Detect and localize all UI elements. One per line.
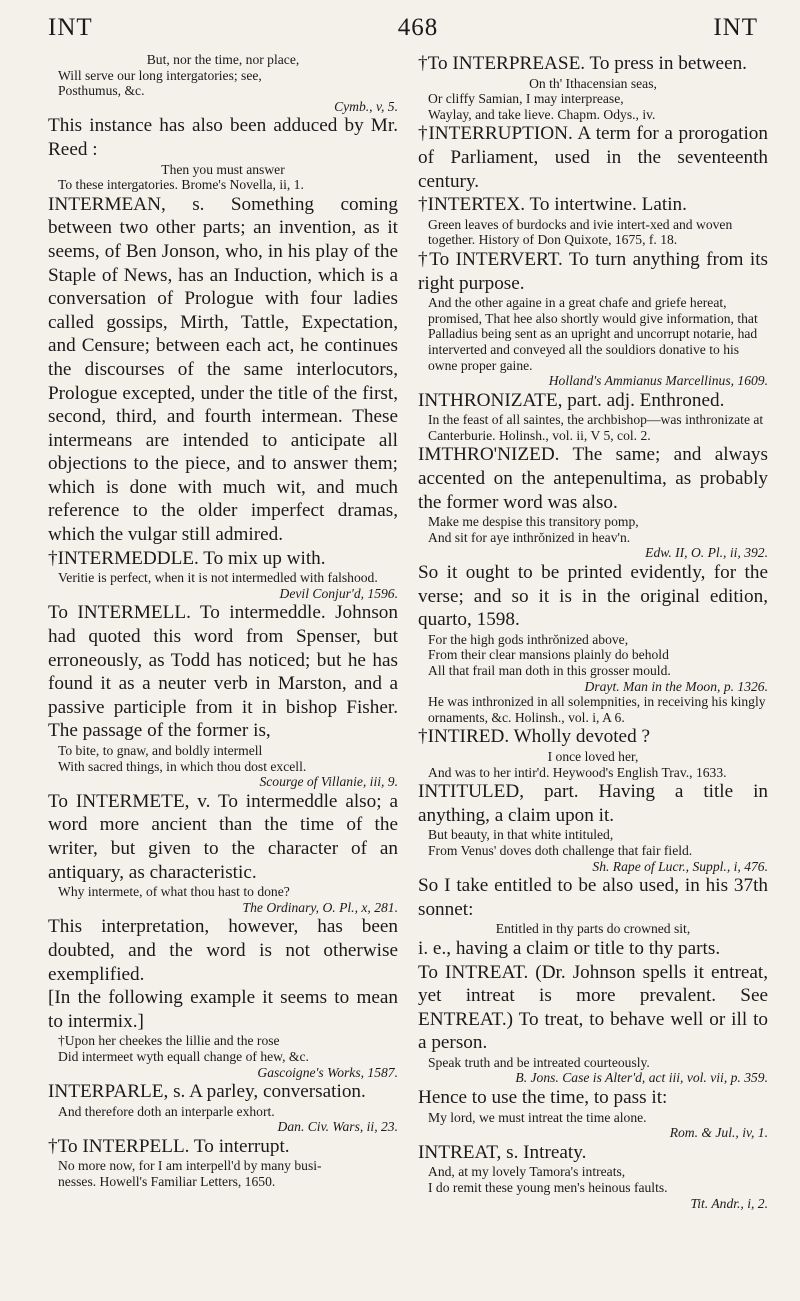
- header-left: INT: [48, 14, 93, 41]
- page-number: 468: [397, 14, 439, 41]
- quotation: Waylay, and take lieve. Chapm. Odys., iv.: [428, 106, 656, 122]
- quotation: He was inthronized in all solempnities, in receiving his kingly ornaments, &c. Holinsh., vol. i, A 6.: [428, 694, 766, 725]
- entry-paragraph: †INTIRED. Wholly devoted ?: [418, 726, 650, 748]
- entry-paragraph: †To INTERVERT. To turn anything from its right purpose.: [418, 248, 768, 294]
- citation: Gascoigne's Works, 1587.: [257, 1064, 398, 1080]
- quotation: And the other againe in a great chafe and griefe hereat, promised, That hee also shortly would give information, that Palladius being sent as an upright and uncorrupt notarie, had interverted and conveyed all the souldiors donative to his owne proper gaine.: [428, 295, 758, 373]
- quotation: And therefore doth an interparle exhort.: [58, 1103, 275, 1119]
- right-column: [418, 52, 768, 1211]
- entry-paragraph: [In the following example it seems to mean to intermix.]: [48, 987, 398, 1032]
- quotation: Posthumus, &c.: [58, 83, 145, 99]
- entry-paragraph: This instance has also been adduced by Mr. Reed :: [48, 115, 398, 160]
- entry-paragraph: To INTERMETE, v. To intermeddle also; a word more ancient than the time of the writer, but given to the character of an antiquary, as characteristic.: [48, 790, 398, 883]
- citation: Rom. & Jul., iv, 1.: [669, 1125, 768, 1141]
- quotation: Veritie is perfect, when it is not intermedled with falshood.: [58, 570, 378, 586]
- citation: Dan. Civ. Wars, ii, 23.: [277, 1119, 398, 1135]
- header-right: INT: [713, 14, 758, 41]
- quotation: With sacred things, in which thou dost excell.: [58, 758, 307, 774]
- quotation: Speak truth and be intreated courteously.: [428, 1054, 650, 1070]
- entry-paragraph: †To INTERPREASE. To press in between.: [418, 53, 747, 74]
- quotation: But, nor the time, nor place,: [146, 52, 300, 67]
- quotation: Entitled in thy parts do crowned sit,: [495, 921, 691, 937]
- entry-paragraph: So it ought to be printed evidently, for the verse; and so it is in the original edition, quarto, 1598.: [418, 562, 768, 631]
- quotation: To these intergatories. Brome's Novella, ii, 1.: [58, 177, 304, 193]
- quotation: From Venus' doves doth challenge that fair field.: [428, 842, 693, 858]
- quotation: I once loved her,: [547, 748, 639, 764]
- entry-paragraph: So I take entitled to be also used, in his 37th sonnet:: [418, 875, 768, 920]
- quotation: In the feast of all saintes, the archbishop—was inthronizate at Canterburie. Holinsh., vol. ii, V 5, col. 2.: [428, 412, 764, 443]
- entry-paragraph: INTERPARLE, s. A parley, conversation.: [48, 1081, 366, 1103]
- running-header: [48, 14, 758, 44]
- entry-paragraph: †INTERMEDDLE. To mix up with.: [48, 547, 326, 569]
- quotation: And sit for aye inthrŏnized in heav'n.: [428, 529, 631, 545]
- entry-paragraph: Hence to use the time, to pass it:: [418, 1087, 668, 1109]
- quotation: No more now, for I am interpell'd by many busi-: [58, 1158, 322, 1174]
- entry-paragraph: INTITULED, part. Having a title in anything, a claim upon it.: [418, 781, 768, 826]
- citation: B. Jons. Case is Alter'd, act iii, vol. vii, p. 359.: [515, 1070, 768, 1086]
- entry-paragraph: This interpretation, however, has been doubted, and the word is not otherwise exemplified.: [48, 916, 398, 985]
- quotation: All that frail man doth in this grosser mould.: [428, 663, 671, 678]
- quotation: I do remit these young men's heinous faults.: [428, 1180, 668, 1196]
- quotation: For the high gods inthrŏnized above,: [428, 631, 629, 647]
- quotation: Or cliffy Samian, I may interprease,: [428, 91, 624, 107]
- entry-paragraph: To INTREAT. (Dr. Johnson spells it entreat, yet intreat is more prevalent. See ENTREAT.) To treat, to behave well or ill to a person.: [418, 961, 768, 1054]
- entry-paragraph: †INTERTEX. To intertwine. Latin.: [418, 194, 687, 216]
- citation: Scourge of Villanie, iii, 9.: [259, 774, 398, 790]
- quotation: Green leaves of burdocks and ivie intert-xed and woven together. History of Don Quixote, 1675, f. 18.: [428, 216, 733, 248]
- citation: Edw. II, O. Pl., ii, 392.: [645, 545, 768, 561]
- entry-paragraph: IMTHRO'NIZED. The same; and always accented on the antepenultima, as probably the former word was also.: [418, 444, 768, 513]
- citation: The Ordinary, O. Pl., x, 281.: [242, 899, 398, 915]
- quotation: †Upon her cheekes the lillie and the rose: [58, 1033, 280, 1049]
- quotation: Did intermeet wyth equall change of hew, &c.: [58, 1048, 309, 1064]
- entry-paragraph: †To INTERPELL. To interrupt.: [48, 1135, 290, 1157]
- citation: Drayt. Man in the Moon, p. 1326.: [584, 678, 768, 694]
- quotation: Why intermete, of what thou hast to done?: [58, 884, 290, 900]
- quotation: And was to her intir'd. Heywood's English Trav., 1633.: [428, 764, 727, 780]
- entry-paragraph: To INTERMELL. To intermeddle. Johnson had quoted this word from Spenser, but erroneously, as Todd has noticed; but he has found it as a neuter verb in Marston, and a passive participle from it in bishop Fisher. The passage of the former is,: [48, 602, 398, 742]
- quotation: On th' Ithacensian seas,: [529, 75, 657, 91]
- citation: Sh. Rape of Lucr., Suppl., i, 476.: [592, 858, 768, 874]
- quotation: But beauty, in that white intituled,: [428, 827, 614, 843]
- entry-paragraph: †INTERRUPTION. A term for a prorogation of Parliament, used in the seventeenth century.: [418, 123, 768, 192]
- entry-paragraph: i. e., having a claim or title to thy parts.: [418, 937, 721, 959]
- entry-paragraph: INTREAT, s. Intreaty.: [418, 1141, 587, 1163]
- quotation: nesses. Howell's Familiar Letters, 1650.: [58, 1174, 276, 1190]
- quotation: Make me despise this transitory pomp,: [428, 514, 639, 530]
- citation: Cymb., v, 5.: [334, 98, 398, 114]
- citation: Tit. Andr., i, 2.: [690, 1195, 768, 1211]
- entry-paragraph: INTERMEAN, s. Something coming between two other parts; an invention, as it seems, of Ben Jonson, who, in his play of the Staple of News, has an Induction, which is a conversation of Prologue with four ladies called gossips, Mirth, Tattle, Expectation, and Censure; between each act, he continues the discourses of the same interlocutors, Prologue excepted, under the title of the first, second, third, and fourth intermean. These intermeans are intended to anticipate all objections to the piece, and to answer them; which is done with much wit, and much reference to the older imperfect dramas, which the vulgar still admired.: [48, 193, 398, 546]
- quotation: And, at my lovely Tamora's intreats,: [428, 1164, 626, 1180]
- entry-paragraph: INTHRONIZATE, part. adj. Enthroned.: [418, 389, 725, 411]
- citation: Holland's Ammianus Marcellinus, 1609.: [548, 373, 768, 389]
- quotation: Then you must answer: [161, 161, 285, 177]
- left-column: [48, 52, 398, 1190]
- quotation: From their clear mansions plainly do behold: [428, 647, 669, 663]
- quotation: Will serve our long intergatories; see,: [58, 67, 262, 83]
- citation: Devil Conjur'd, 1596.: [279, 585, 398, 601]
- quotation: To bite, to gnaw, and boldly intermell: [58, 743, 263, 758]
- quotation: My lord, we must intreat the time alone.: [428, 1109, 647, 1125]
